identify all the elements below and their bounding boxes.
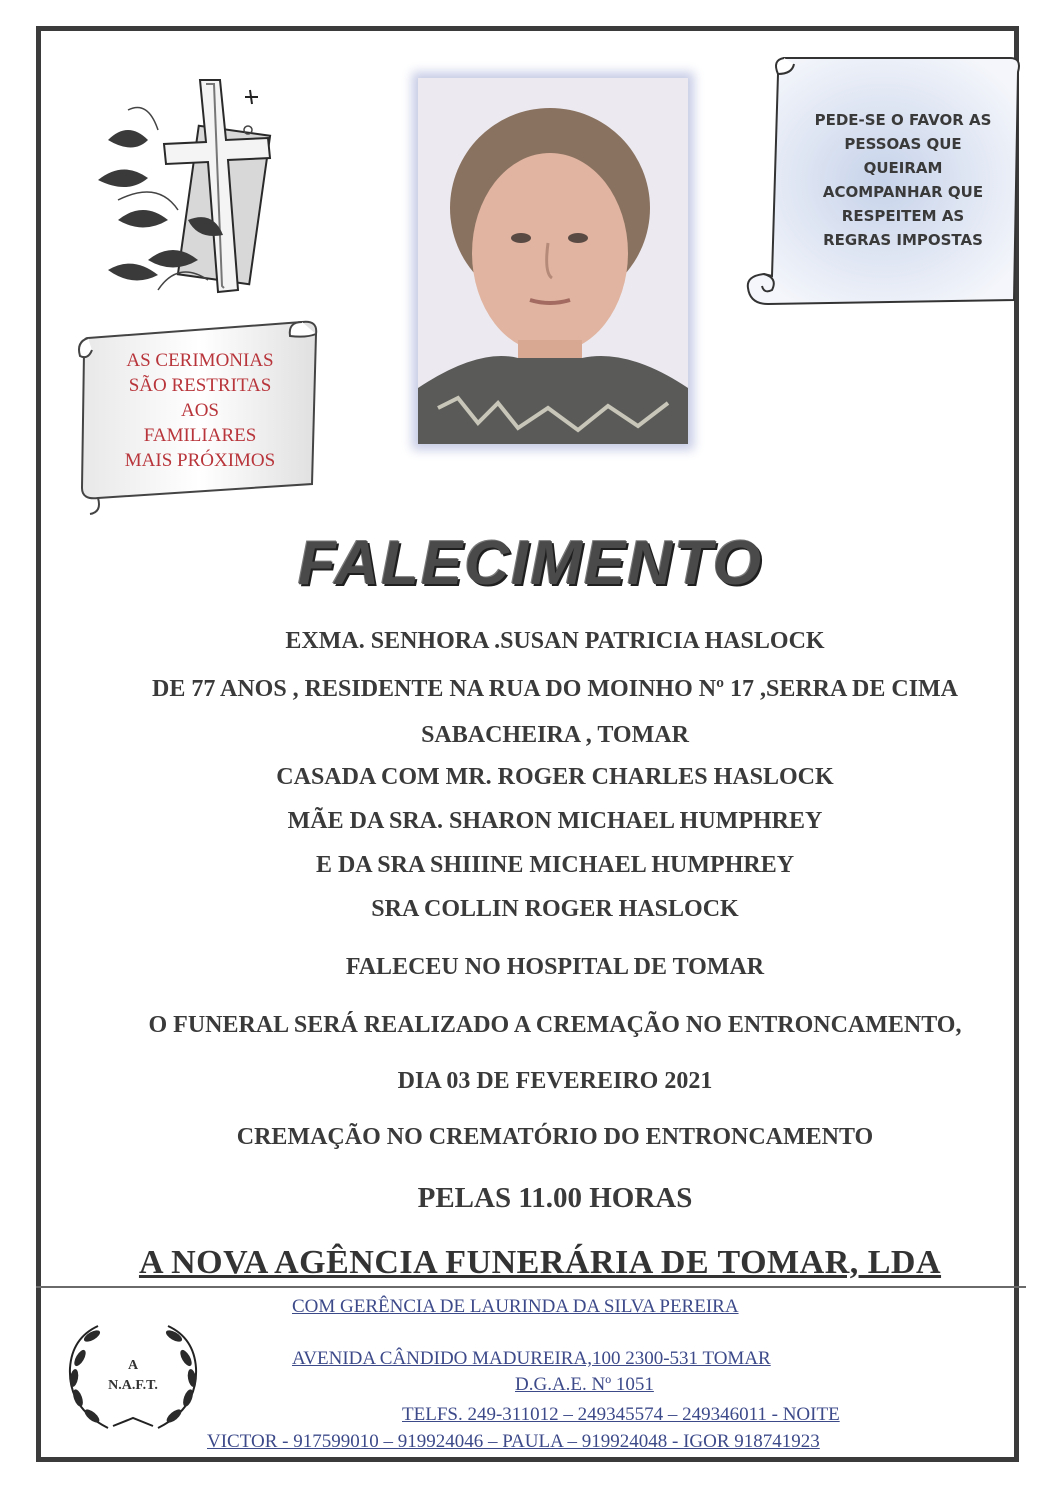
notice-line: RESPEITEM AS <box>841 207 965 225</box>
notice-line: MAIS PRÓXIMOS <box>124 450 276 471</box>
notice-line: REGRAS IMPOSTAS <box>823 231 983 249</box>
agency-address: AVENIDA CÂNDIDO MADUREIRA,100 2300-531 TOMAR <box>292 1348 771 1369</box>
funeral-time: PELAS 11.00 HORAS <box>417 1182 693 1214</box>
notice-line: PESSOAS QUE <box>844 135 962 153</box>
notice-line: QUEIRAM <box>863 159 943 177</box>
agency-dgae: D.G.A.E. Nº 1051 <box>515 1374 654 1395</box>
scroll-left-text <box>100 348 300 473</box>
notice-line: AOS <box>180 400 219 421</box>
notice-line: FAMILIARES <box>143 425 257 446</box>
locality: SABACHEIRA , TOMAR <box>421 722 689 748</box>
child-2: E DA SRA SHIIINE MICHAEL HUMPHREY <box>315 852 795 878</box>
agency-manager: COM GERÊNCIA DE LAURINDA DA SILVA PEREIRA <box>292 1296 739 1317</box>
logo-letter: A <box>127 1358 139 1373</box>
child-1: MÃE DA SRA. SHARON MICHAEL HUMPHREY <box>287 808 823 834</box>
agency-contacts: VICTOR - 917599010 – 919924046 – PAULA – 919924048 - IGOR 918741923 <box>207 1431 820 1452</box>
agency-name: A NOVA AGÊNCIA FUNERÁRIA DE TOMAR, LDA <box>138 1244 942 1281</box>
spouse: CASADA COM MR. ROGER CHARLES HASLOCK <box>276 764 834 790</box>
place-of-death: FALECEU NO HOSPITAL DE TOMAR <box>345 954 765 980</box>
notice-line: PEDE-SE O FAVOR AS <box>814 111 992 129</box>
funeral-info: O FUNERAL SERÁ REALIZADO A CREMAÇÃO NO ENTRONCAMENTO, <box>148 1012 962 1038</box>
child-3: SRA COLLIN ROGER HASLOCK <box>371 896 739 922</box>
logo-initials: N.A.F.T. <box>108 1378 158 1393</box>
divider <box>36 1286 1026 1288</box>
notice-line: AS CERIMONIAS <box>126 350 274 371</box>
agency-phones: TELFS. 249-311012 – 249345574 – 249346011 - NOITE <box>402 1404 840 1425</box>
agency-logo-text <box>88 1356 178 1396</box>
notice-line: SÃO RESTRITAS <box>128 375 272 396</box>
cremation-place: CREMAÇÃO NO CREMATÓRIO DO ENTRONCAMENTO <box>236 1124 874 1150</box>
scroll-right-text <box>790 108 1016 252</box>
funeral-date: DIA 03 DE FEVEREIRO 2021 <box>397 1068 713 1094</box>
notice-line: ACOMPANHAR QUE <box>822 183 984 201</box>
page-title: FALECIMENTO <box>297 529 764 598</box>
deceased-name: EXMA. SENHORA .SUSAN PATRICIA HASLOCK <box>285 628 825 654</box>
age-residence: DE 77 ANOS , RESIDENTE NA RUA DO MOINHO Nº 17 ,SERRA DE CIMA <box>151 676 959 702</box>
cross-with-lilies-icon <box>88 60 288 310</box>
deceased-portrait <box>418 78 688 444</box>
